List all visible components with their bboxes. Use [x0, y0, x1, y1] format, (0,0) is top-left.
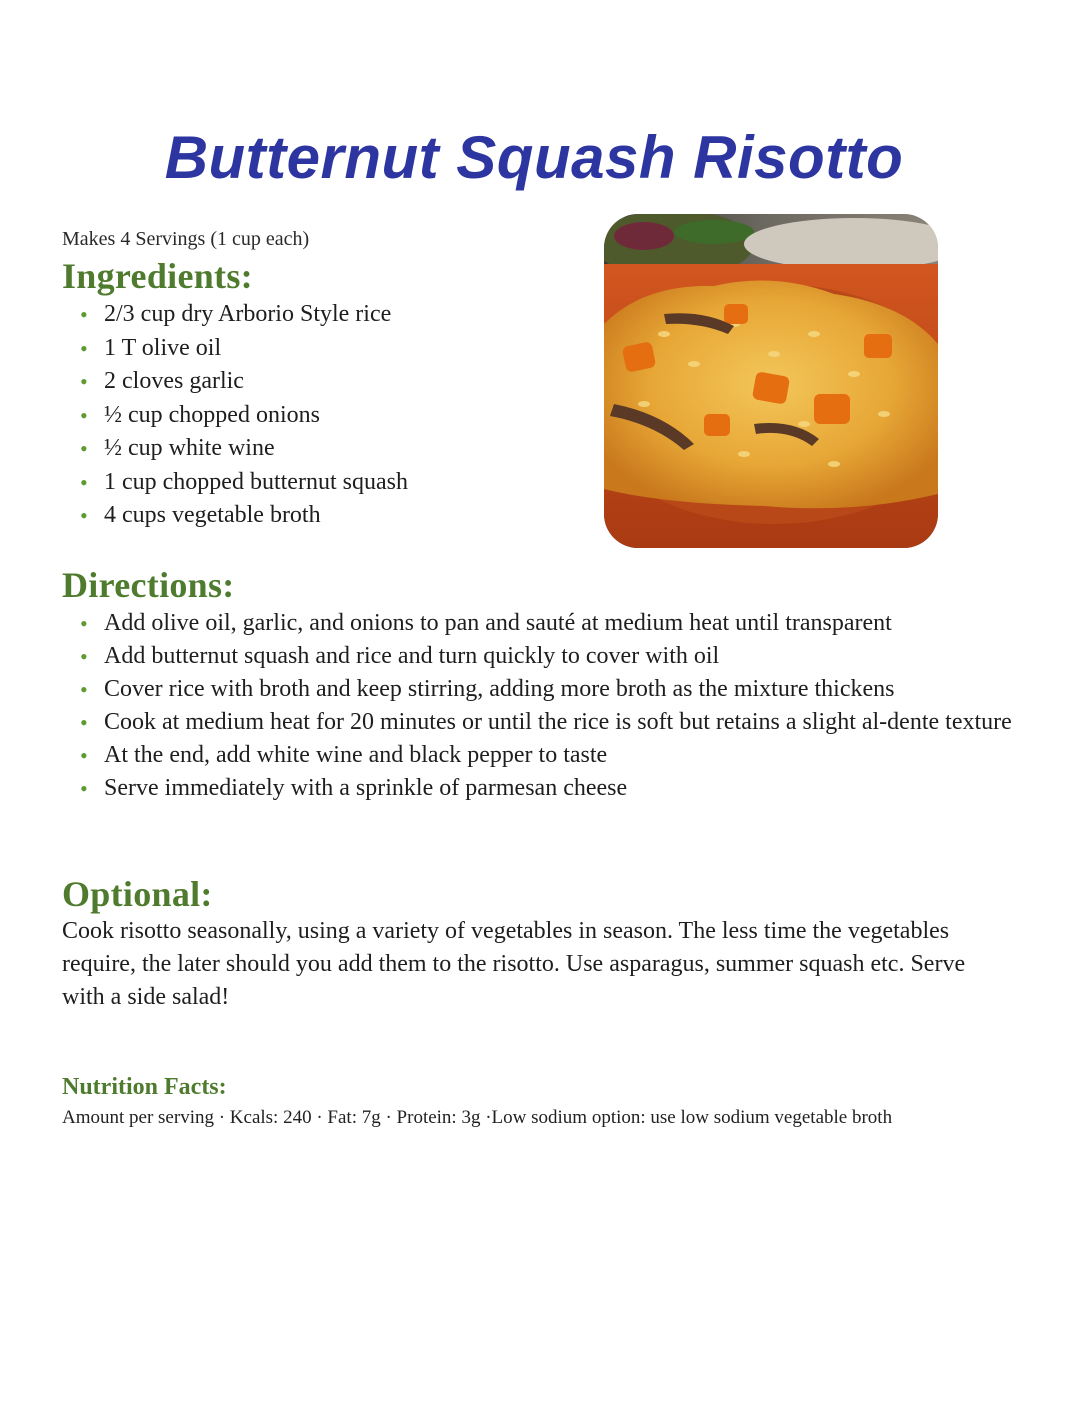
recipe-title: Butternut Squash Risotto: [164, 124, 904, 191]
bullet-icon: •: [80, 436, 88, 461]
ingredient-item: [62, 332, 582, 366]
bullet-icon: •: [80, 469, 88, 495]
direction-text: Serve immediately with a sprinkle of parmesan cheese: [104, 775, 628, 801]
directions-heading: Directions:: [62, 565, 235, 605]
direction-item: [62, 739, 1012, 772]
direction-text: At the end, add white wine and black pepper to taste: [104, 742, 608, 768]
direction-item: [62, 640, 1012, 673]
direction-text: Cook at medium heat for 20 minutes or until the rice is soft but retains a slight al-dente texture: [104, 709, 1012, 735]
ingredients-heading: Ingredients:: [62, 256, 253, 296]
nutrition-heading: Nutrition Facts:: [62, 1074, 227, 1100]
servings-note: Makes 4 Servings (1 cup each): [62, 228, 310, 250]
bullet-icon: •: [80, 743, 88, 768]
ingredient-text: 4 cups vegetable broth: [104, 502, 321, 528]
optional-text: Cook risotto seasonally, using a variety of vegetables in season. The less time the vegetables require, the later should you add them to the risotto. Use asparagus, summer squash etc. Serve with a side salad!: [62, 918, 966, 1010]
bullet-icon: •: [80, 402, 88, 428]
ingredient-item: [62, 432, 582, 466]
ingredient-item: [62, 298, 582, 332]
risotto-image: [604, 214, 938, 548]
bullet-icon: •: [80, 302, 88, 327]
ingredient-item: [62, 399, 582, 433]
bullet-icon: •: [80, 644, 88, 669]
ingredients-list: [62, 298, 582, 533]
ingredient-text: 2 cloves garlic: [104, 368, 244, 394]
direction-item: [62, 673, 1012, 706]
ingredient-text: ½ cup chopped onions: [104, 401, 320, 428]
ingredient-item: [62, 365, 582, 399]
direction-item: [62, 607, 1012, 640]
bullet-icon: •: [80, 710, 88, 735]
bullet-icon: •: [80, 335, 88, 361]
optional-heading: Optional:: [62, 874, 213, 914]
direction-text: Add butternut squash and rice and turn quickly to cover with oil: [104, 643, 720, 669]
bullet-icon: •: [80, 503, 88, 528]
direction-item: [62, 772, 1012, 805]
directions-list: [62, 607, 1012, 805]
nutrition-text: Amount per serving · Kcals: 240 · Fat: 7g · Protein: 3g ·Low sodium option: use low sodium vegetable broth: [62, 1107, 893, 1128]
ingredient-text: 2/3 cup dry Arborio Style rice: [104, 301, 392, 327]
bullet-icon: •: [80, 677, 88, 702]
ingredient-text: ½ cup white wine: [104, 435, 275, 461]
bullet-icon: •: [80, 611, 88, 636]
ingredient-item: [62, 466, 582, 500]
direction-item: [62, 706, 1012, 739]
ingredient-item: [62, 499, 582, 533]
bullet-icon: •: [80, 776, 88, 801]
direction-text: Add olive oil, garlic, and onions to pan and sauté at medium heat until transparent: [104, 610, 892, 636]
risotto-photo: [604, 214, 938, 548]
bullet-icon: •: [80, 369, 88, 394]
direction-text: Cover rice with broth and keep stirring, adding more broth as the mixture thickens: [104, 676, 895, 702]
ingredient-text: 1 T olive oil: [104, 334, 222, 361]
ingredient-text: 1 cup chopped butternut squash: [104, 468, 408, 495]
